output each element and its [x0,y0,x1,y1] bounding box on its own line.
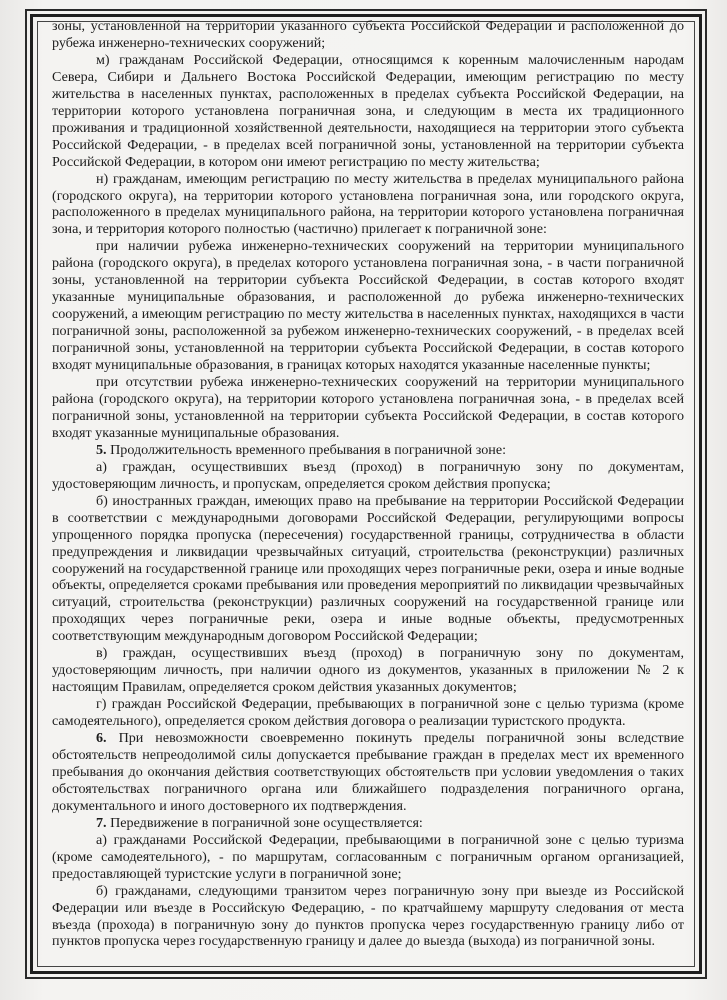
paragraph [52,238,684,374]
paragraph-text: м) гражданам Российской Федерации, относящимся к коренным малочисленным народам Севера, Сибири и Дальнего Востока Российской Федерации, имеющим регистрацию по месту жительства в населенных пунктах, расположенных в пределах субъекта Российской Федерации, на территории которого установлена пограничная зона, и следующим в места их традиционного проживания и традиционной хозяйственной деятельности, находящиеся на территории этого субъекта Российской Федерации, - в пределах всей пограничной зоны, установленной на территории субъекта Российской Федерации, в котором они имеют регистрацию по месту жительства; [52,51,684,170]
paragraph-number: 7. [96,814,107,831]
paragraph-text: в) граждан, осуществивших въезд (проход) в пограничную зону по документам, удостоверяющим личность, при наличии одного из документов, указанных в приложении № 2 к настоящим Правилам, определяется сроком действия указанных документов; [52,645,684,696]
section-heading [52,815,684,832]
paragraph-text: зоны, установленной на территории указанного субъекта Российской Федерации и расположенной до рубежа инженерно-технических сооружений; [52,18,684,51]
paragraph [52,832,684,883]
paragraph [52,645,684,696]
paragraph-number: 5. [96,441,107,458]
paragraph-text: н) гражданам, имеющим регистрацию по месту жительства в пределах муниципального района (городского округа), на территории которого установлена пограничная зона, или городского округа, расположенного в пределах муниципального района, на территории которого установлена пограничная зона, и территория которого полностью (частично) прилегает к пограничной зоне: [52,170,684,238]
document-body [52,18,684,950]
paragraph-text: При невозможности своевременно покинуть пределы пограничной зоны вследствие обстоятельств непреодолимой силы допускается пребывание граждан в пределах мест их временного пребывания до окончания действия соответствующих обстоятельств при условии уведомления о таких обстоятельствах пограничного органа или ближайшего подразделения пограничного органа, документального и иного достоверного их подтверждения. [52,730,684,814]
paragraph [52,883,684,951]
paragraph [52,374,684,442]
section-heading [52,442,684,459]
paragraph-text: б) гражданами, следующими транзитом через пограничную зону при выезде из Российской Федерации или въезде в Российскую Федерацию, - по кратчайшему маршруту следования от места въезда (прохода) в пограничную зону до пунктов пропуска через государственную границу либо от пунктов пропуска через государственную границу и далее до выезда (выхода) из пограничной зоны. [52,882,684,950]
paragraph-text: б) иностранных граждан, имеющих право на пребывание на территории Российской Федерации в соответствии с международными договорами Российской Федерации, регулирующими вопросы упрощенного порядка пропуска (пересечения) государственной границы, сотрудничества в области предупреждения и ликвидации чрезвычайных ситуаций, строительства (реконструкции) различных сооружений на государственной границе или проходящих через пограничные реки, озера и иные водные объекты, определяется сроками пребывания или проведения мероприятий по ликвидации чрезвычайных ситуаций, строительства (реконструкции) различных сооружений на государственной границе или проходящих через пограничные реки, озера и иные водные объекты, предусмотренных соответствующим международным договором Российской Федерации; [52,492,684,645]
paragraph-text: а) граждан, осуществивших въезд (проход) в пограничную зону по документам, удостоверяющим личность, и пропускам, определяется сроком действия пропуска; [52,458,684,492]
paragraph-text: а) гражданами Российской Федерации, пребывающими в пограничной зоне с целью туризма (кроме самодеятельного), - по маршрутам, согласованным с пограничным органом организацией, предоставляющей туристские услуги в пограничной зоне; [52,831,684,882]
paragraph [52,493,684,646]
paragraph [52,52,684,171]
paragraph [52,696,684,730]
paragraph-text: при отсутствии рубежа инженерно-технических сооружений на территории муниципального района (городского округа), на территории которого установлена пограничная зона, - в пределах всей пограничной зоны, установленной на территории субъекта Российской Федерации, в состав которого входят указанные муниципальные образования. [52,374,684,441]
paragraph [52,459,684,493]
paragraph-text: г) граждан Российской Федерации, пребывающих в пограничной зоне с целью туризма (кроме самодеятельного), определяется сроком действия договора о реализации туристского продукта. [52,696,684,730]
section-heading [52,730,684,815]
paragraph [52,18,684,52]
paragraph-text: Передвижение в пограничной зоне осуществляется: [110,814,423,831]
paragraph-text: при наличии рубежа инженерно-технических сооружений на территории муниципального района (городского округа), в пределах которого установлена пограничная зона, - в части пограничной зоны, установленной на территории субъекта Российской Федерации, в состав которого входят указанные муниципальные образования, и расположенной до рубежа инженерно-технических сооружений, а имеющим регистрацию по месту жительства в населенных пунктах, находящихся в части пограничной зоны, расположенной за рубежом инженерно-технических сооружений, - в пределах всей пограничной зоны, установленной на территории субъекта Российской Федерации, в состав которого входят муниципальные образования, в границах которых находятся указанные населенные пункты; [52,238,684,374]
paragraph [52,171,684,239]
paragraph-number: 6. [96,730,107,747]
paragraph-text: Продолжительность временного пребывания в пограничной зоне: [110,441,506,458]
